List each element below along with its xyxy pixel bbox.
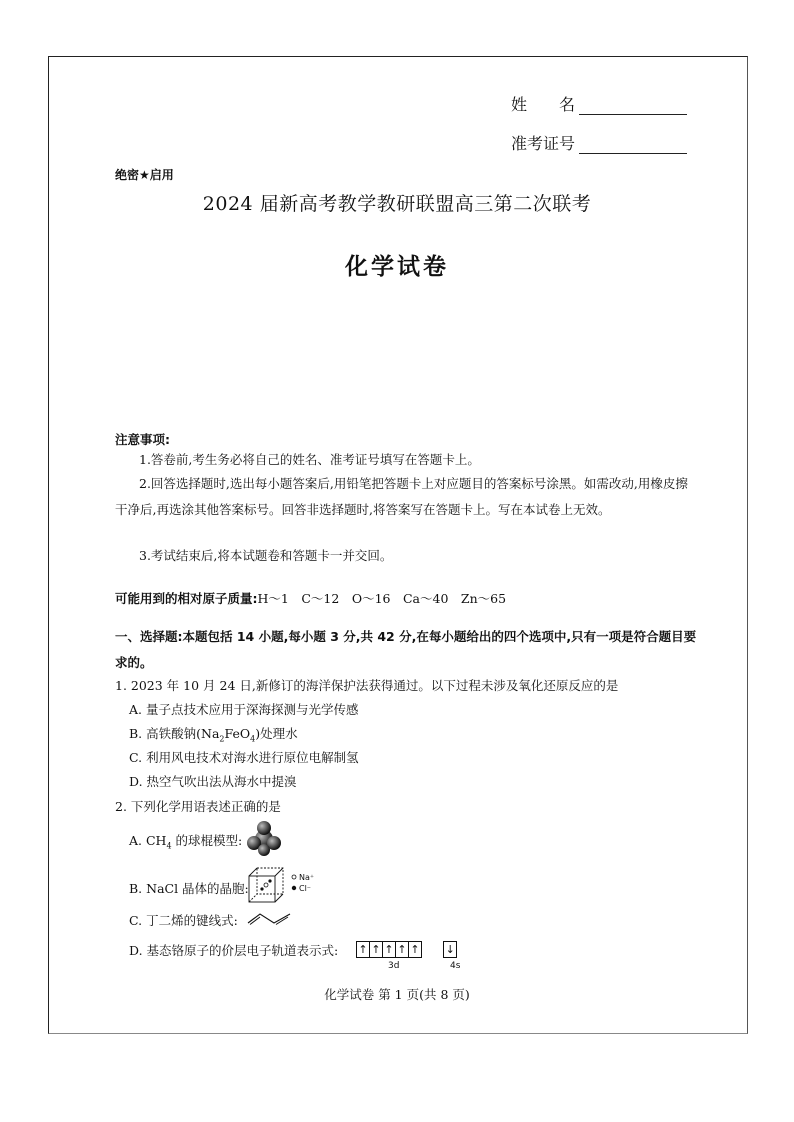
crystal-legend [299, 872, 314, 894]
name-underline[interactable] [579, 96, 687, 115]
orbital-3d-label: 3d [388, 961, 400, 971]
page-footer: 化学试卷 第 1 页(共 8 页) [324, 987, 470, 1002]
orbital-4s-label: 4s [450, 961, 461, 971]
orbital-3d-box: ↑ [395, 941, 409, 958]
atomic-mass-values: H～1 C～12 O～16 Ca～40 Zn～65 [257, 591, 507, 606]
question-1-option-d: D. 热空气吹出法从海水中提溴 [129, 774, 297, 789]
nacl-unit-cell-icon [247, 866, 287, 906]
orbital-3d-box: ↑ [369, 941, 383, 958]
question-1-option-b: B. 高铁酸钠$(Na_2FeO_4)$处理水 [129, 726, 298, 744]
notice-heading: 注意事项: [115, 432, 170, 447]
subject-title: 化学试卷 [345, 254, 449, 280]
name-field[interactable] [511, 92, 687, 115]
question-1-stem: 1. 2023 年 10 月 24 日,新修订的海洋保护法获得通过。以下过程未涉及氧化还原反应的是 [115, 678, 619, 693]
orbital-diagram [356, 939, 461, 971]
orbital-4s-box: ↓ [443, 941, 457, 958]
exam-id-field[interactable] [511, 131, 687, 154]
atomic-mass-line [115, 589, 506, 607]
atomic-mass-label: 可能用到的相对原子质量: [115, 591, 258, 606]
orbital-3d-box: ↑ [382, 941, 396, 958]
question-2-option-a: A. $CH_4$ 的球棍模型: [129, 833, 243, 851]
confidential-mark: 绝密★启用 [115, 168, 174, 182]
question-2-option-d: D. 基态铬原子的价层电子轨道表示式: [129, 943, 339, 958]
section-heading: 一、选择题:本题包括 14 小题,每小题 3 分,共 42 分,在每小题给出的四个选项中,只有一项是符合题目要求的。 [115, 629, 697, 670]
question-2-stem: 2. 下列化学用语表述正确的是 [115, 799, 281, 814]
notice-item-3: 3.考试结束后,将本试题卷和答题卡一并交回。 [139, 548, 393, 563]
question-1-option-a: A. 量子点技术应用于深海探测与光学传感 [129, 702, 359, 717]
exam-id-label: 准考证号 [511, 134, 576, 153]
legend-na-label: Na⁺ [299, 873, 315, 882]
butadiene-skeletal-formula-icon [246, 911, 294, 925]
exam-title: 2024 届新高考教学教研联盟高三第二次联考 [202, 193, 592, 215]
question-2-option-b: B. NaCl 晶体的晶胞: [129, 881, 249, 896]
notice-item-1: 1.答卷前,考生务必将自己的姓名、准考证号填写在答题卡上。 [139, 452, 480, 467]
notice-item-2: 2.回答选择题时,选出每小题答案后,用铅笔把答题卡上对应题目的答案标号涂黑。如需改动,用橡皮擦干净后,再选涂其他答案标号。回答非选择题时,将答案写在答题卡上。写在本试卷上无效。 [115, 476, 688, 517]
ch4-ball-stick-model-icon [246, 821, 282, 857]
crystal-legend-icon [290, 872, 298, 894]
orbital-3d-box: ↑ [356, 941, 370, 958]
question-1-option-c: C. 利用风电技术对海水进行原位电解制氢 [129, 750, 359, 765]
legend-cl-label: Cl⁻ [299, 884, 312, 893]
exam-id-underline[interactable] [579, 135, 687, 154]
orbital-3d-boxes [356, 939, 426, 958]
question-2-option-c: C. 丁二烯的键线式: [129, 913, 238, 928]
orbital-3d-box: ↑ [408, 941, 422, 958]
name-label: 姓 名 [511, 95, 576, 114]
